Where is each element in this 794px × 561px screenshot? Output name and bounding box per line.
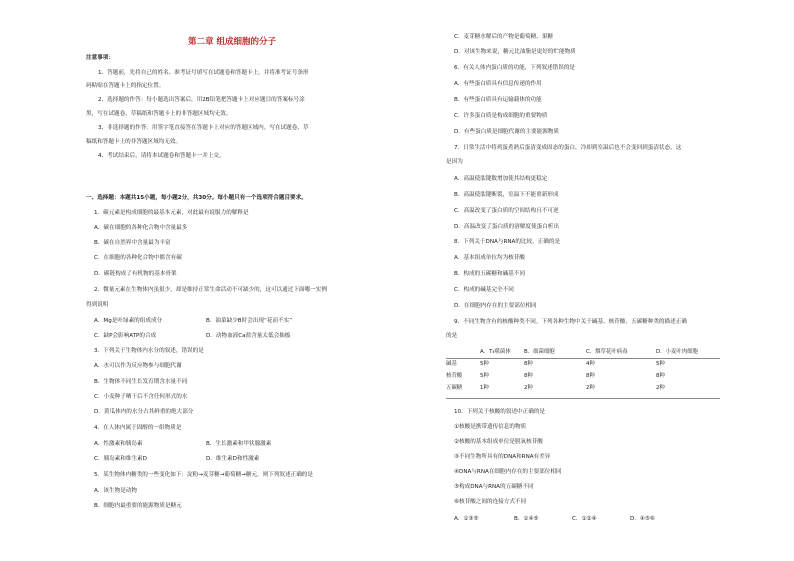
option: B．构成的五碳糖和碱基不同 [454,271,525,277]
option: C．小麦种子晒干后不含任何形式的水 [94,394,188,400]
option: D．动物血液Ca盐含量太低会抽搐 [206,333,291,339]
question-10: 10．下列关于核酸的叙述中正确的是 [454,409,546,415]
statement: ④DNA与RNA在细胞内存在的主要部位相同 [454,469,562,475]
table-cell: 碱基 [446,361,457,368]
statement: ①核酸是携带遗传信息的物质 [454,424,527,430]
question-9-cont: 的是 [446,333,458,339]
table-rule [446,398,720,399]
option: C．高温改变了蛋白质的空间结构且不可逆 [454,208,559,214]
option: B．生物体不同生长发育期含水量不同 [94,379,188,385]
table-header-cell: D．小麦叶肉细胞 [656,349,698,356]
option: B．碳在自然界中含量最为丰富 [94,240,171,246]
notice-line: 黑，写在试题卷、草稿纸和答题卡上的非答题区域均无效。 [86,111,232,117]
option: C．缺P会影响ATP的合成 [94,333,157,339]
notice-heading: 注意事项： [86,55,114,61]
question-2: 2．微量元素在生物体内虽很少，却是维持正常生命活动不可缺少的，这可以通过下面哪一实例 [94,287,327,293]
statement: ⑤构成DNA与RNA的五碳糖不同 [454,484,534,490]
table-cell: 2种 [586,385,595,392]
option: B．细胞内最重要的能源物质是糖元 [94,503,182,509]
option: D．黄瓜体内的水分占其鲜重的绝大部分 [94,409,194,415]
page-title: 第二章 组成细胞的分子 [188,37,276,47]
table-cell: 1种 [480,385,489,392]
table-cell: 核苷酸 [446,373,463,380]
option: B．有些蛋白质具有运输载体的功能 [454,97,542,103]
option: D．维生素D和性激素 [206,456,260,462]
notice-line: 稿纸和答题卡上的非答题区域均无效。 [86,139,182,145]
table-cell: 4种 [586,361,595,368]
table-header-cell: C．烟草花叶病毒 [586,349,628,356]
table-cell: 2种 [656,385,665,392]
notice-line: 3、非选择题的作答：用签字笔直接答在答题卡上对应的答题区域内。写在试题卷、草 [98,125,309,131]
option: D．高温改变了蛋白质的溶解度使蛋白析出 [454,224,559,230]
option: D．碳链构成了有机物的基本骨架 [94,271,177,277]
option: B．油菜缺少B时会出现“花而不实” [206,318,293,324]
option: C．麦芽糖水解后的产物是葡萄糖、果糖 [454,34,554,40]
question-2-cont: 得到说明 [86,302,109,308]
table-header-cell: B．细菌细胞 [524,349,555,356]
option: D．有些蛋白质是细胞代谢的主要能源物质 [454,129,559,135]
table-cell: 8种 [524,373,533,380]
option: C．①②④ [572,516,597,522]
table-cell: 8种 [524,361,533,368]
question-8: 8．下列关于DNA与RNA的比较，正确的是 [454,239,561,245]
option: A．性激素和胰岛素 [94,441,143,447]
table-q9 [446,347,720,395]
question-7-cont: 是因为 [446,159,463,165]
option: B．生长激素和甲状腺激素 [206,441,272,447]
question-7: 7．日常生活中将鸡蛋煮熟后蛋清变成固态的蛋白，冷却到室温后也不会变回到蛋清状态，这 [454,145,682,151]
section-heading: 一、选择题：本题共15小题，每小题2分，共30分。每小题只有一个选项符合题目要求。 [86,195,307,201]
option: C．许多蛋白质是构成细胞的重要物质 [454,113,548,119]
table-cell: 2种 [524,385,533,392]
option: D．对该生物来说，糖元比油脂是更好的贮能物质 [454,49,576,55]
statement: ③不同生物所具有的DNA和RNA有差异 [454,454,551,460]
table-cell: 5种 [480,373,489,380]
table-cell: 5种 [480,361,489,368]
option: A．水可以作为反应物参与细胞代谢 [94,363,182,369]
table-cell: 5种 [656,361,665,368]
notice-line: 1、答题前，先将自己的姓名、准考证号填写在试题卷和答题卡上，并将准考证号条形 [98,70,309,76]
option: A．①③⑤ [454,516,479,522]
table-rule [446,358,720,359]
question-3: 3．下列关于生物体内水分的叙述，错误的是 [94,348,204,354]
question-4: 4．在人体内属于固醇的一组物质是 [94,425,182,431]
table-cell: 8种 [586,373,595,380]
notice-line: 2、选择题的作答：每小题选出答案后，用2B铅笔把答题卡上对应题目的答案标号涂 [98,97,305,103]
table-row [446,359,720,371]
table-cell: 五碳糖 [446,385,463,392]
option: A．该生物是动物 [94,488,137,494]
question-6: 6．有关人体内蛋白质的功能，下列叙述错误的是 [454,65,576,71]
notice-line: 码粘贴在答题卡上的指定位置。 [86,83,165,89]
option: A．有些蛋白质具有信息传递的作用 [454,81,542,87]
table-row [446,383,720,395]
option: C．构成的碱基完全不同 [454,287,514,293]
option: B．高温使肽键断裂，室温下不能重新形成 [454,192,559,198]
statement: ②核酸的基本组成单位是脱氧核苷酸 [454,439,543,445]
option: C．在细胞的各种化合物中都含有碳 [94,255,182,261]
table-header-cell: A．T₄噬菌体 [480,349,511,356]
option: D．在细胞内存在的主要部位相同 [454,303,537,309]
question-9: 9．不同生物含有的核酸种类不同。下列各种生物中关于碱基、核苷酸、五碳糖种类的描述正确 [454,319,687,325]
statement: ⑥核苷酸之间的连接方式不同 [454,499,527,505]
option: B．①④⑤ [514,516,539,522]
question-1: 1．碳元素是构成细胞的最基本元素，对此最有说服力的解释是 [94,210,249,216]
option: D．④⑤⑥ [630,516,655,522]
option: A．碳在细胞的各种化合物中含量最多 [94,225,188,231]
table-cell: 8种 [656,373,665,380]
option: A．Mg是叶绿素的组成成分 [94,318,163,324]
question-5: 5．某生物体内糖类的一些变化如下：淀粉→麦芽糖→葡萄糖→糖元，则下列叙述正确的是 [94,472,313,478]
notice-line: 4、考试结束后，请将本试题卷和答题卡一并上交。 [98,153,225,159]
option: C．胰岛素和维生素D [94,456,147,462]
option: A．基本组成单位均为核苷酸 [454,255,525,261]
table-row [446,371,720,383]
option: A．高温使肽键数增加使其结构更稳定 [454,176,548,182]
